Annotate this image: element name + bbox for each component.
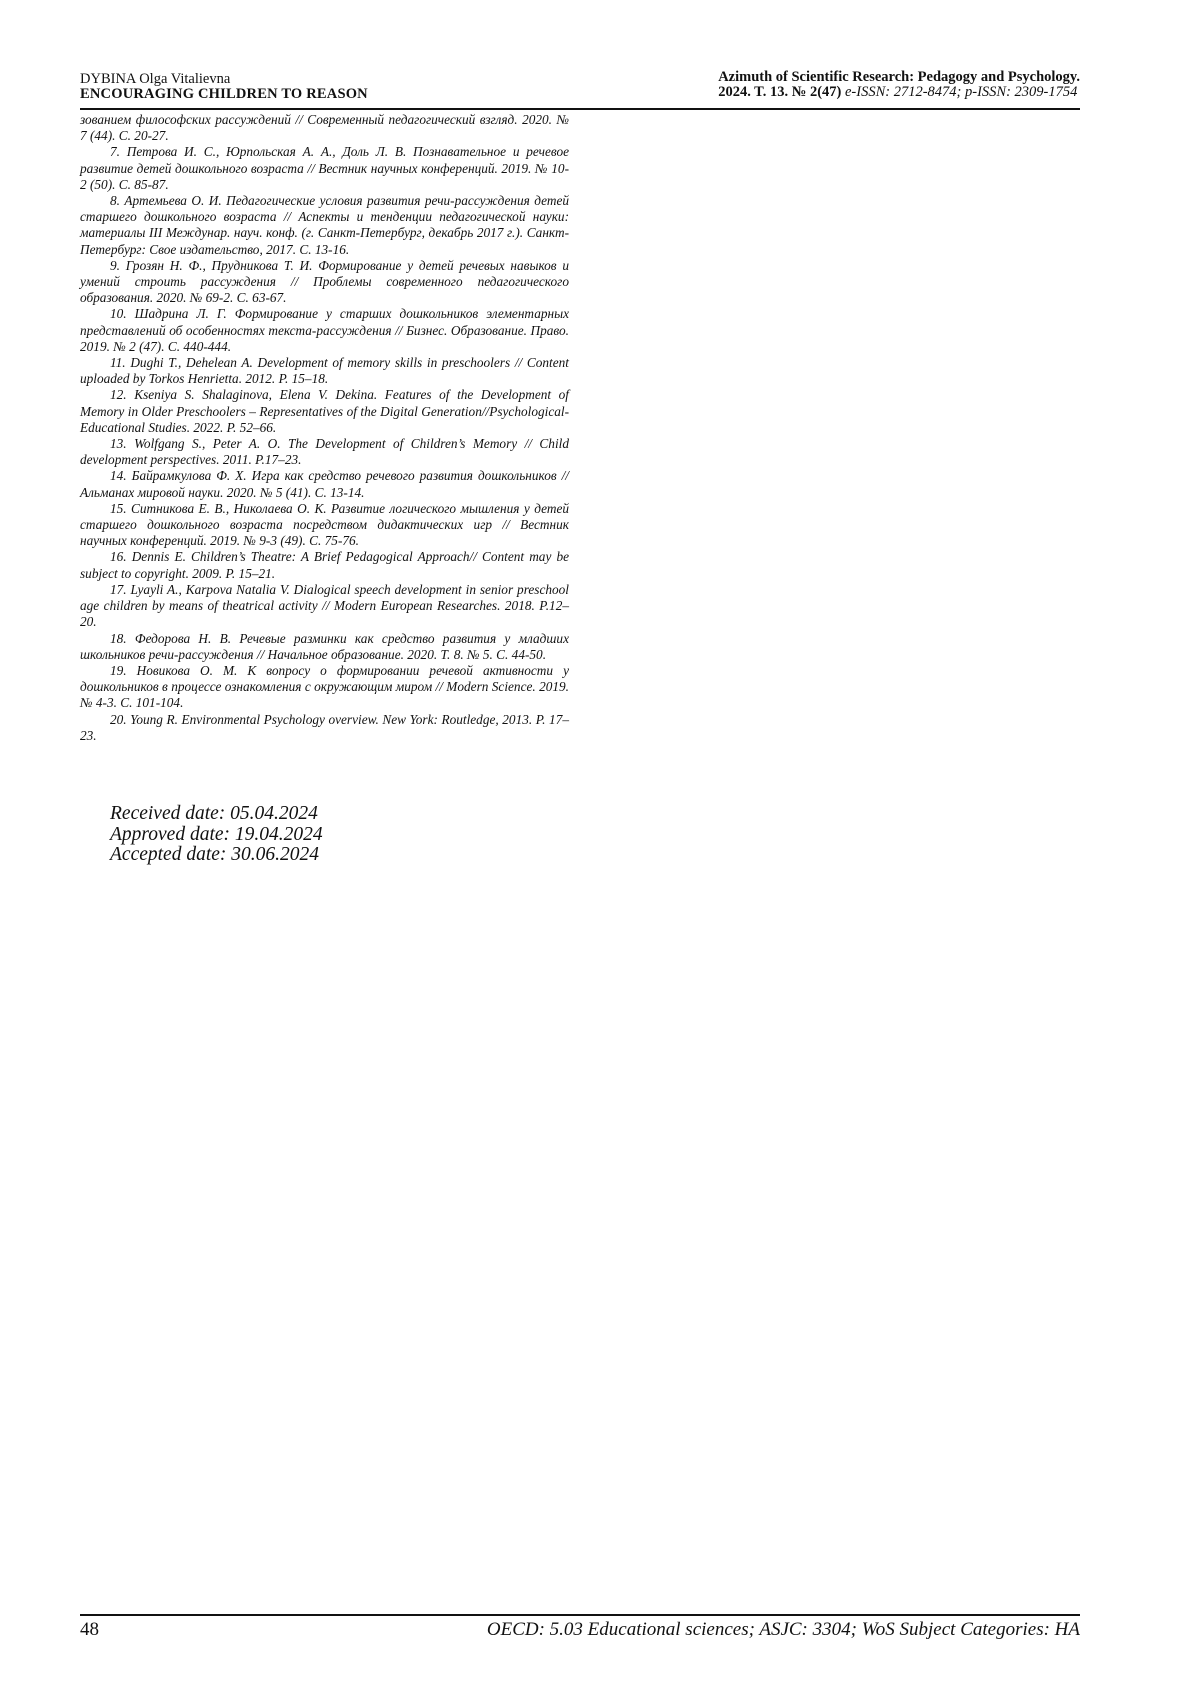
reference-item: 15. Ситникова Е. В., Николаева О. К. Развитие логического мышления у детей старшего дошкольного возраста посредством дидактических игр // Вестник научных конференций. 2019. № 9-3 (49). С. 75-76. xyxy=(80,500,569,549)
header-author-block xyxy=(80,72,368,102)
reference-item: 14. Байрамкулова Ф. Х. Игра как средство речевого развития дошкольников // Альманах мировой науки. 2020. № 5 (41). С. 13-14. xyxy=(80,468,569,500)
approved-date: Approved date: 19.04.2024 xyxy=(110,823,323,845)
header-rule xyxy=(80,108,1080,110)
reference-item: 20. Young R. Environmental Psychology overview. New York: Routledge, 2013. P. 17–23. xyxy=(80,711,569,743)
reference-item: 17. Lyayli A., Karpova Natalia V. Dialogical speech development in senior preschool age children by means of theatrical activity // Modern European Researches. 2018. P.12–20. xyxy=(80,581,569,630)
reference-item: зованием философских рассуждений // Современный педагогический взгляд. 2020. № 7 (44). С. 20-27. xyxy=(80,112,569,144)
subject-classification: OECD: 5.03 Educational sciences; ASJC: 3304; WoS Subject Categories: HA xyxy=(486,1619,1080,1640)
page-number: 48 xyxy=(80,1619,99,1640)
footer-rule xyxy=(80,1614,1080,1616)
reference-item: 16. Dennis E. Children’s Theatre: A Brief Pedagogical Approach// Content may be subject to copyright. 2009. P. 15–21. xyxy=(80,549,569,581)
reference-item: 8. Артемьева О. И. Педагогические условия развития речи-рассуждения детей старшего дошкольного возраста // Аспекты и тенденции педагогической науки: материалы III Междунар. науч. конф. (г. Санкт-Петербург, декабрь 2017 г.). Санкт-Петербург: Свое издательство, 2017. С. 13-16. xyxy=(80,193,569,257)
header-issn: e-ISSN: 2712-8474; p-ISSN: 2309-1754 xyxy=(841,84,1078,100)
header-article-title: ENCOURAGING CHILDREN TO REASON xyxy=(80,86,368,102)
header-journal-name: Azimuth of Scientific Research: Pedagogy and Psychology. xyxy=(718,69,1080,85)
reference-item: 9. Грозян Н. Ф., Прудникова Т. И. Формирование у детей речевых навыков и умений строить рассуждения // Проблемы современного педагогического образования. 2020. № 69-2. С. 63-67. xyxy=(80,257,569,306)
running-header xyxy=(80,69,1080,106)
reference-item: 12. Kseniya S. Shalaginova, Elena V. Dekina. Features of the Development of Memory in Older Preschoolers – Representatives of the Digital Generation//Psychological-Educational Studies. 2022. P. 52–66. xyxy=(80,387,569,435)
header-volume: 2024. T. 13. № 2(47) xyxy=(718,84,842,100)
reference-item: 7. Петрова И. С., Юрпольская А. А., Доль Л. В. Познавательное и речевое развитие детей дошкольного возраста // Вестник научных конференций. 2019. № 10-2 (50). С. 85-87. xyxy=(80,144,569,192)
accepted-date: Accepted date: 30.06.2024 xyxy=(110,844,320,865)
reference-item: 18. Федорова Н. В. Речевые разминки как средство развития у младших школьников речи-рассуждения // Начальное образование. 2020. Т. 8. № 5. С. 44-50. xyxy=(80,630,569,662)
reference-item: 19. Новикова О. М. К вопросу о формировании речевой активности у дошкольников в процессе ознакомления с окружающим миром // Modern Science. 2019. № 4-3. С. 101-104. xyxy=(80,662,569,711)
header-journal-block xyxy=(718,70,1080,100)
reference-item: 11. Dughi T., Dehelean A. Development of memory skills in preschoolers // Content uploaded by Torkos Henrietta. 2012. P. 15–18. xyxy=(80,355,569,387)
reference-list xyxy=(80,112,569,744)
received-date: Received date: 05.04.2024 xyxy=(110,803,318,824)
reference-item: 10. Шадрина Л. Г. Формирование у старших дошкольников элементарных представлений об особенностях текста-рассуждения // Бизнес. Образование. Право. 2019. № 2 (47). С. 440-444. xyxy=(80,306,569,354)
submission-dates xyxy=(110,804,323,866)
reference-item: 13. Wolfgang S., Peter A. O. The Development of Children’s Memory // Child development perspectives. 2011. P.17–23. xyxy=(80,436,569,468)
header-author: DYBINA Olga Vitalievna xyxy=(80,71,231,87)
